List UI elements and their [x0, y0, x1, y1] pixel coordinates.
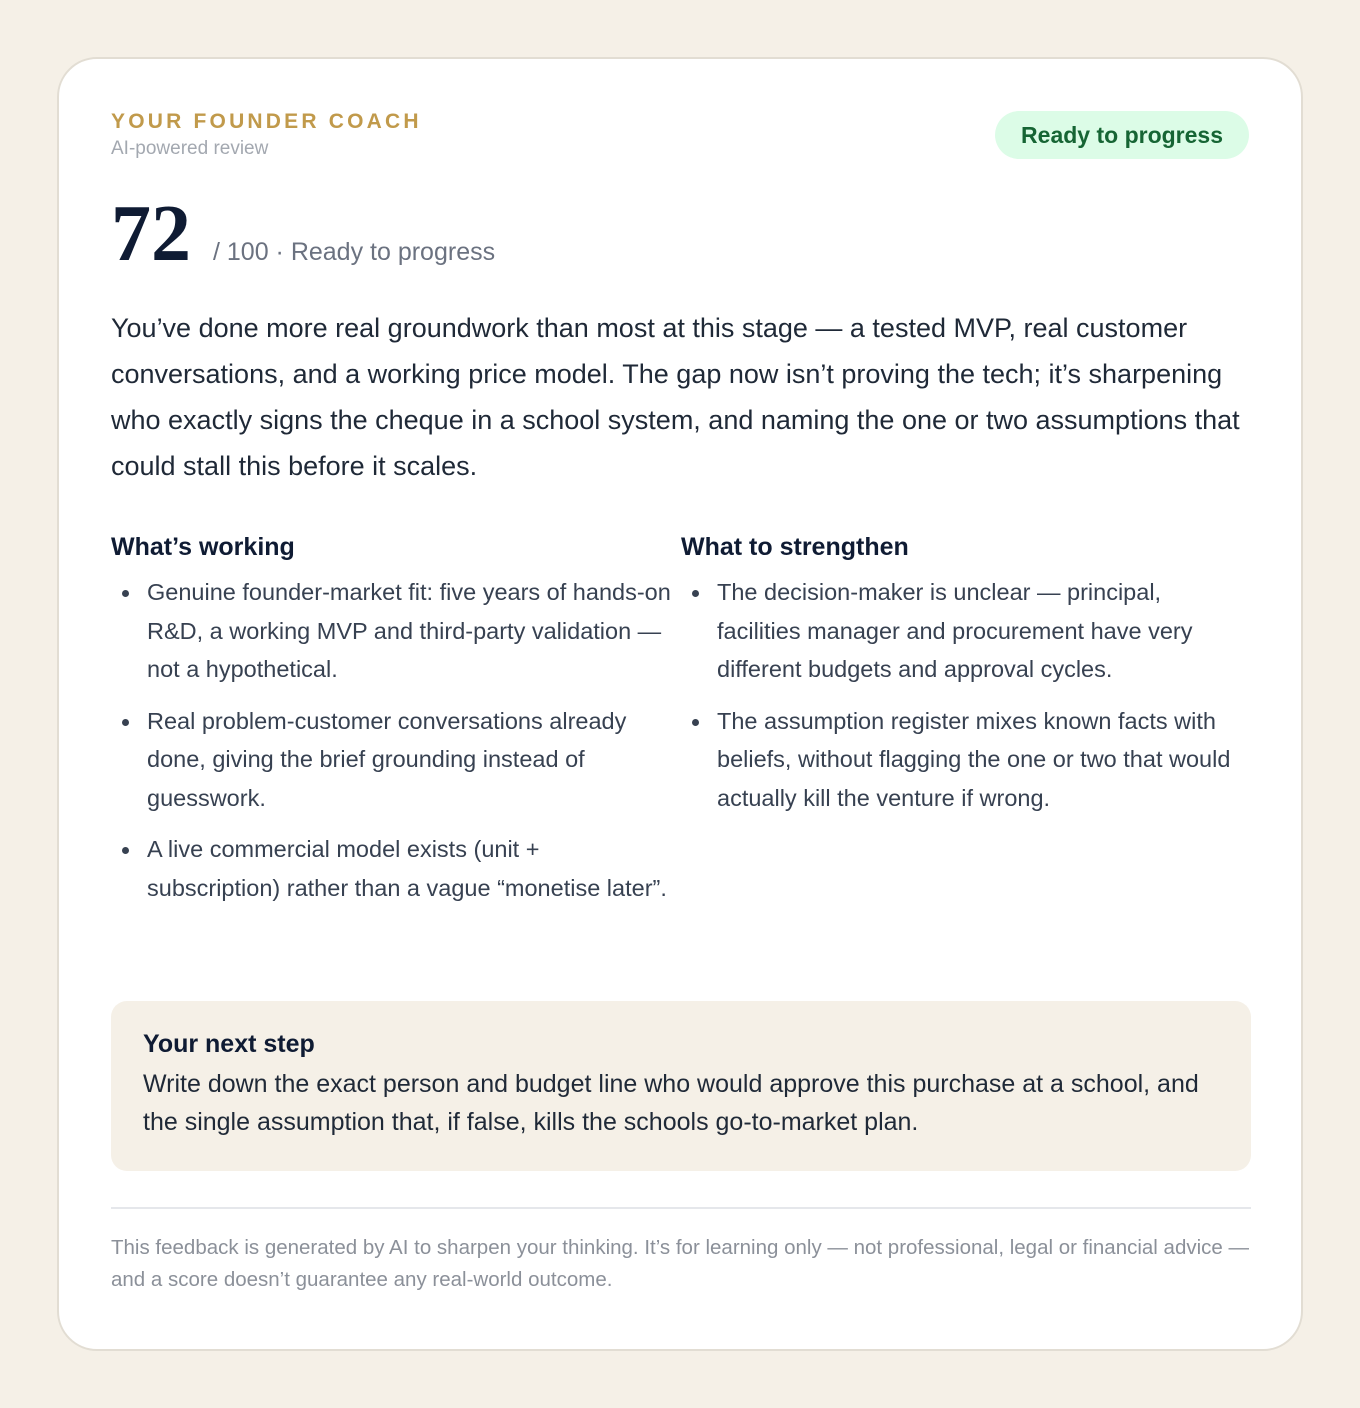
list-item: A live commercial model exists (unit + subscription) rather than a vague “monetise later”. [147, 830, 681, 907]
next-step-heading: Your next step [143, 1030, 315, 1058]
next-step-panel [111, 1001, 1251, 1171]
next-step-body: Write down the exact person and budget line who would approve this purchase at a school, and the single assumption that, if false, kills the schools go-to-market plan. [143, 1070, 1199, 1136]
working-heading: What’s working [111, 533, 295, 561]
score-value: 72 [111, 190, 191, 278]
strengthen-list [681, 573, 1251, 817]
summary-text: You’ve done more real groundwork than most at this stage — a tested MVP, real customer conversations, and a working price model. The gap now isn’t proving the tech; it’s sharpening who exactly signs the cheque in a school system, and naming the one or two assumptions that could stall this before it scales. [111, 313, 1240, 481]
list-item: The decision-maker is unclear — principal, facilities manager and procurement have very different budgets and approval cycles. [717, 573, 1251, 689]
divider [111, 1207, 1251, 1209]
score-meta: / 100 · Ready to progress [213, 238, 496, 266]
list-item: The assumption register mixes known facts with beliefs, without flagging the one or two that would actually kill the venture if wrong. [717, 702, 1251, 818]
feedback-card [57, 57, 1303, 1351]
working-column [111, 531, 681, 920]
score-row [111, 190, 496, 278]
feedback-columns [111, 531, 1251, 920]
disclaimer-text: This feedback is generated by AI to sharpen your thinking. It’s for learning only — not professional, legal or financial advice — and a score doesn’t guarantee any real-world outcome. [111, 1236, 1250, 1291]
list-item: Genuine founder-market fit: five years of hands-on R&D, a working MVP and third-party validation — not a hypothetical. [147, 573, 681, 689]
list-item: Real problem-customer conversations already done, giving the brief grounding instead of guesswork. [147, 702, 681, 818]
strengthen-heading: What to strengthen [681, 533, 909, 561]
card-header [111, 59, 1249, 159]
working-list [111, 573, 681, 907]
status-badge: Ready to progress [995, 111, 1249, 159]
strengthen-column [681, 531, 1251, 920]
coach-subtitle: AI-powered review [111, 138, 269, 159]
coach-eyebrow: YOUR FOUNDER COACH [111, 110, 422, 133]
